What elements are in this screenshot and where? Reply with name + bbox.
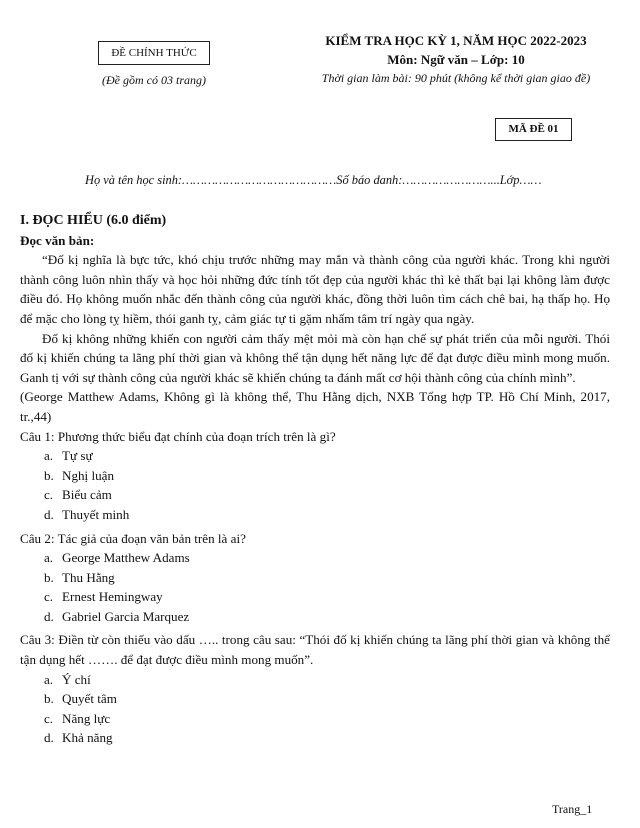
option-text: Năng lực <box>62 710 111 726</box>
option-label: b. <box>44 467 54 483</box>
subject-line: Môn: Ngữ văn – Lớp: 10 <box>387 52 525 67</box>
question-text: Câu 3: Điền từ còn thiếu vào dấu ….. trong câu sau: “Thói đố kị khiến chúng ta lãng phí thời gian và không thể tận dụng hết ……. để đạt được điều mình mong muốn”. <box>20 632 610 668</box>
option-text: Quyết tâm <box>62 691 117 707</box>
option-text: Tự sự <box>62 448 93 464</box>
option-text: Ý chí <box>62 671 91 687</box>
page-number: Trang_1 <box>552 802 593 816</box>
option-label: c. <box>44 487 54 503</box>
option-item <box>44 587 610 607</box>
time-note: Thời gian làm bài: 90 phút (không kể thời gian giao đề) <box>321 71 591 85</box>
option-item <box>44 607 610 627</box>
exam-title: KIỂM TRA HỌC KỲ 1, NĂM HỌC 2022-2023 <box>325 33 587 48</box>
exam-code: MÃ ĐỀ 01 <box>495 118 572 141</box>
option-label: c. <box>44 589 54 605</box>
option-label: c. <box>44 710 54 726</box>
option-label: a. <box>44 448 54 464</box>
options-list <box>20 548 610 626</box>
option-text: Thuyết minh <box>62 506 130 522</box>
option-text: Thu Hằng <box>62 569 115 585</box>
student-info-line: Họ và tên học sinh:……………………………………Số báo danh:……………………...Lớp…… <box>85 173 542 187</box>
option-label: b. <box>44 569 54 585</box>
reading-label: Đọc văn bản: <box>20 232 95 248</box>
option-item <box>44 505 610 525</box>
option-label: b. <box>44 691 54 707</box>
option-label: d. <box>44 506 54 522</box>
option-text: Ernest Hemingway <box>62 589 163 605</box>
option-item <box>44 446 610 466</box>
reading-paragraph: Đố kị không những khiến con người cảm thấy mệt mỏi mà còn hạn chế sự phát triển của mỗi người. Thói đố kị khiến chúng ta lãng phí thời gian và không thể tận dụng hết năng lực để đạt được điều mình mong muốn. Ganh tị với sự thành công của người khác sẽ khiến chúng ta đánh mất cơ hội thành công của chính mình”. <box>20 330 610 385</box>
option-text: Nghị luận <box>62 467 115 483</box>
question-text: Câu 1: Phương thức biểu đạt chính của đoạn trích trên là gì? <box>20 428 336 444</box>
exam-content <box>20 211 610 748</box>
option-text: Gabriel Garcia Marquez <box>62 608 190 624</box>
option-label: a. <box>44 550 54 566</box>
option-item <box>44 548 610 568</box>
option-label: d. <box>44 730 54 746</box>
option-item <box>44 568 610 588</box>
option-text: Biểu cảm <box>62 487 112 503</box>
options-list <box>20 446 610 524</box>
options-list <box>20 670 610 748</box>
option-text: Khả năng <box>62 730 113 746</box>
option-item <box>44 689 610 709</box>
option-item <box>44 670 610 690</box>
source-citation: (George Matthew Adams, Không gì là không thể, Thu Hằng dịch, NXB Tổng hợp TP. Hồ Chí Minh, 2017, tr.,44) <box>20 389 610 424</box>
option-label: d. <box>44 608 54 624</box>
option-item <box>44 728 610 748</box>
option-label: a. <box>44 671 54 687</box>
official-label: ĐỀ CHÍNH THỨC <box>98 41 210 65</box>
pages-note: (Đề gồm có 03 trang) <box>102 73 206 87</box>
option-item <box>44 485 610 505</box>
option-item <box>44 709 610 729</box>
option-text: George Matthew Adams <box>62 550 190 566</box>
option-item <box>44 466 610 486</box>
reading-paragraph: “Đố kị nghĩa là bực tức, khó chịu trước những may mắn và thành công của người khác. Trong khi người thành công luôn nhìn thấy và học hỏi những đức tính tốt đẹp của người khác thì kẻ thất bại lại không làm được điều đó. Họ không muốn nhắc đến thành công của người khác, đồng thời luôn tìm cách chê bai, hạ thấp họ. Họ để mặc cho lòng tỵ hiềm, thói ganh tỵ, cảm giác tự ti gặm nhấm tâm trí ngày qua ngày. <box>20 252 610 326</box>
question-text: Câu 2: Tác giả của đoạn văn bản trên là ai? <box>20 530 246 546</box>
section-title: I. ĐỌC HIỂU (6.0 điểm) <box>20 213 167 228</box>
